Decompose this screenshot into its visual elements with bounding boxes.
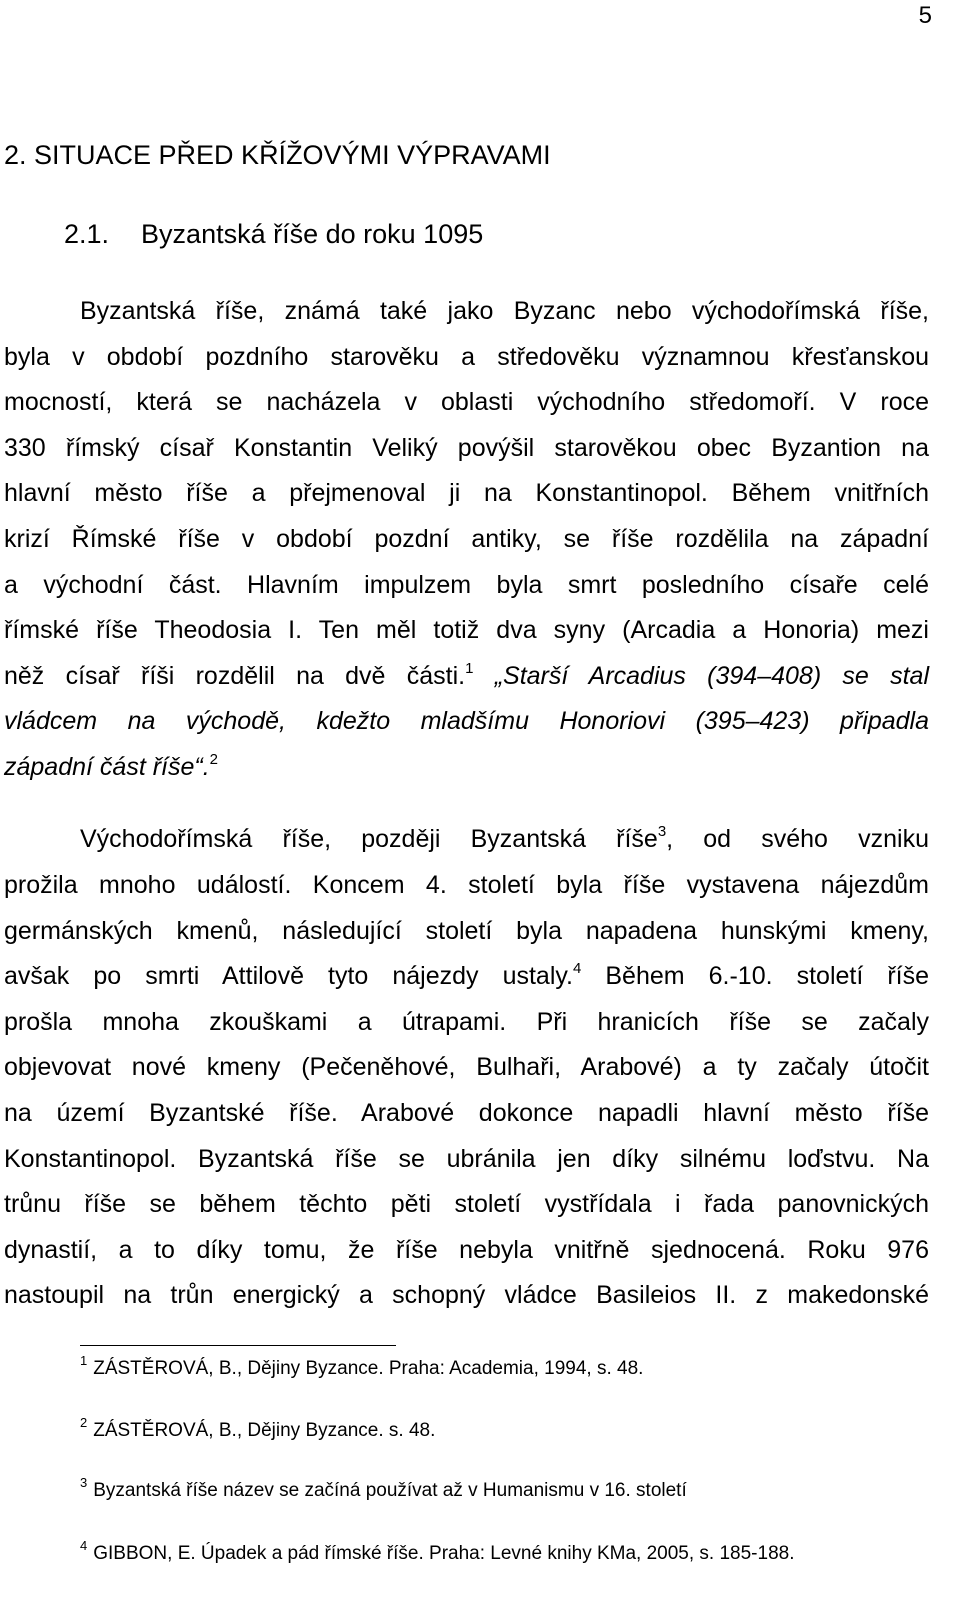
quote-text: „Starší Arcadius (394–408) se stal [494, 662, 929, 690]
text-line: krizí Římské říše v období pozdní antiky, se říše rozdělila na západní [4, 525, 929, 553]
text-line: byla v období pozdního starověku a středověku významnou křesťanskou [4, 343, 929, 371]
text-line: prošla mnoha zkouškami a útrapami. Při hranicích říše se začaly [4, 1008, 929, 1036]
text-line: germánských kmenů, následující století byla napadena hunskými kmeny, [4, 917, 929, 945]
text-line: nastoupil na trůn energický a schopný vládce Basileios II. z makedonské [4, 1281, 929, 1309]
text-line [4, 752, 929, 782]
footnote-text: ZÁSTĚROVÁ, B., Dějiny Byzance. Praha: Academia, 1994, s. 48. [93, 1358, 644, 1379]
footnote [80, 1475, 687, 1502]
page-number: 5 [918, 2, 932, 29]
text-line: římské říše Theodosia I. Ten měl totiž dva syny (Arcadia a Honoria) mezi [4, 616, 929, 644]
footnote-reference: 4 [572, 960, 582, 977]
footnote-separator [80, 1345, 396, 1346]
footnote-reference: 2 [209, 751, 218, 768]
text-segment: Východořímská říše, později Byzantská říše [80, 825, 658, 853]
footnote [80, 1353, 644, 1380]
text-line: a východní část. Hlavním impulzem byla smrt posledního císaře celé [4, 571, 929, 599]
text-line: dynastií, a to díky tomu, že říše nebyla vnitřně sjednocená. Roku 976 [4, 1236, 929, 1264]
footnote-reference: 3 [657, 823, 667, 840]
text-line [4, 961, 929, 991]
footnote-text: GIBBON, E. Úpadek a pád římské říše. Praha: Levné knihy KMa, 2005, s. 185-188. [93, 1543, 795, 1564]
text-line: trůnu říše se během těchto pěti století vystřídala i řada panovnických [4, 1190, 929, 1218]
text-line [80, 824, 929, 854]
footnote [80, 1538, 795, 1565]
text-line: na území Byzantské říše. Arabové dokonce napadli hlavní město říše [4, 1099, 929, 1127]
text-line: Konstantinopol. Byzantská říše se ubránila jen díky silnému loďstvu. Na [4, 1145, 929, 1173]
chapter-heading: 2. SITUACE PŘED KŘÍŽOVÝMI VÝPRAVAMI [4, 140, 551, 170]
text-segment: něž císař říši rozdělil na dvě části. [4, 662, 466, 690]
text-line: hlavní město říše a přejmenoval ji na Konstantinopol. Během vnitřních [4, 479, 929, 507]
text-line [4, 706, 929, 736]
footnote [80, 1415, 436, 1442]
section-title: Byzantská říše do roku 1095 [141, 219, 484, 249]
footnote-text: Byzantská říše název se začíná používat až v Humanismu v 16. století [93, 1480, 687, 1501]
text-line: mocností, která se nacházela v oblasti východního středomoří. V roce [4, 388, 929, 416]
footnote-number: 4 [80, 1538, 88, 1553]
text-segment: avšak po smrti Attilově tyto nájezdy ustaly. [4, 962, 573, 990]
footnote-number: 2 [80, 1415, 88, 1430]
footnote-number: 1 [80, 1353, 88, 1368]
footnote-text: ZÁSTĚROVÁ, B., Dějiny Byzance. s. 48. [93, 1420, 436, 1441]
quote-text: vládcem na východě, kdežto mladšímu Honoriovi (395–423) připadla [4, 707, 929, 735]
text-line: prožila mnoho událostí. Koncem 4. století byla říše vystavena nájezdům [4, 871, 929, 899]
text-segment: Během 6.-10. století říše [581, 962, 930, 990]
text-line: 330 římský císař Konstantin Veliký povýšil starověkou obec Byzantion na [4, 434, 929, 462]
footnote-reference: 1 [465, 660, 474, 677]
text-line [4, 661, 929, 691]
text-segment: , od svého vzniku [666, 825, 929, 853]
section-heading [64, 219, 483, 250]
footnote-number: 3 [80, 1475, 88, 1490]
text-line: objevovat nové kmeny (Pečeněhové, Bulhaři, Arabové) a ty začaly útočit [4, 1053, 929, 1081]
section-number: 2.1. [64, 219, 110, 249]
quote-text: západní část říše“. [4, 753, 210, 781]
text-line: Byzantská říše, známá také jako Byzanc nebo východořímská říše, [80, 297, 929, 325]
